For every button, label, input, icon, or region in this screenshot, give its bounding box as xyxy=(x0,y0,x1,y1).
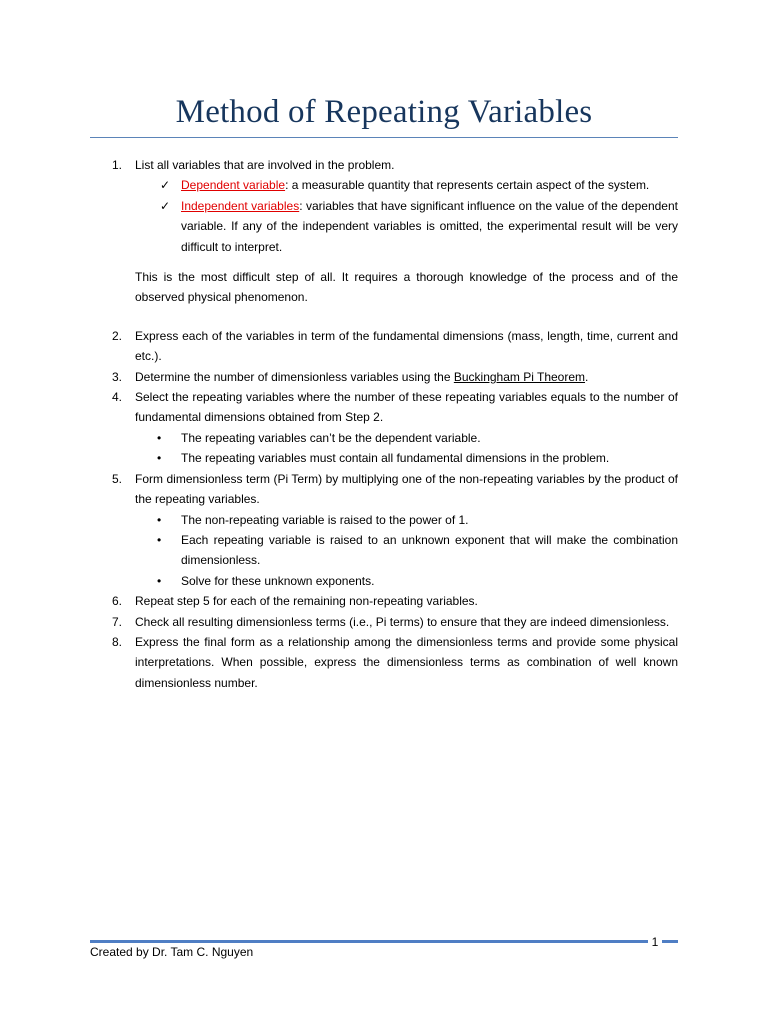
bullet-icon: • xyxy=(157,512,162,527)
step-6 xyxy=(90,591,678,611)
step-text: Express each of the variables in term of the fundamental dimensions (mass, length, time, current and etc.). xyxy=(135,328,678,364)
bullet-text: The repeating variables must contain all fundamental dimensions in the problem. xyxy=(181,451,610,466)
term-dependent-variable: Dependent variable xyxy=(181,178,286,193)
bullet-icon: • xyxy=(157,430,162,445)
step-text-before: Determine the number of dimensionless variables using the xyxy=(135,369,454,384)
steps-list xyxy=(90,155,678,693)
step-7 xyxy=(90,612,678,632)
footer-credit: Created by Dr. Tam C. Nguyen xyxy=(90,945,254,959)
step-number: 1. xyxy=(112,158,123,172)
bullet-text: The non-repeating variable is raised to the power of 1. xyxy=(181,512,469,527)
step-number: 4. xyxy=(112,390,123,405)
step-text: Form dimensionless term (Pi Term) by multiplying one of the non-repeating variables by the product of the repeating variables. xyxy=(135,471,678,507)
step-text: Repeat step 5 for each of the remaining non-repeating variables. xyxy=(135,594,478,609)
step-4-bullets xyxy=(135,428,678,469)
bullet-icon: • xyxy=(157,532,162,547)
check-item-dependent-variable xyxy=(135,175,678,195)
checkmark-icon: ✓ xyxy=(160,178,171,193)
step-text: List all variables that are involved in the problem. xyxy=(135,158,395,172)
bullet-icon: • xyxy=(157,451,162,466)
bullet-item xyxy=(135,530,678,571)
check-item-text: : a measurable quantity that represents certain aspect of the system. xyxy=(285,178,650,193)
footer-divider xyxy=(90,940,678,943)
bullet-icon: • xyxy=(157,573,162,588)
page-number: 1 xyxy=(648,936,662,948)
document-body xyxy=(90,155,678,693)
bullet-item xyxy=(135,510,678,530)
step-1-checklist xyxy=(135,175,678,257)
bullet-text: Each repeating variable is raised to an unknown exponent that will make the combination dimensionless. xyxy=(181,532,678,568)
checkmark-icon: ✓ xyxy=(160,198,171,213)
step-4 xyxy=(90,387,678,469)
bullet-item xyxy=(135,448,678,468)
buckingham-pi-theorem-link[interactable]: Buckingham Pi Theorem xyxy=(453,369,586,384)
step-text: Check all resulting dimensionless terms (i.e., Pi terms) to ensure that they are indeed dimensionless. xyxy=(135,614,670,629)
page-title: Method of Repeating Variables xyxy=(175,94,593,130)
check-item-text: : variables that have significant influence on the value of the dependent variable. If any of the independent variables is omitted, the experimental result will be very difficult to interpret. xyxy=(181,198,678,254)
step-5 xyxy=(90,469,678,591)
bullet-text: The repeating variables can’t be the dependent variable. xyxy=(181,430,481,445)
step-number: 6. xyxy=(112,594,123,609)
step-5-bullets xyxy=(135,510,678,592)
step-1-note: This is the most difficult step of all. It requires a thorough knowledge of the process and of the observed physical phenomenon. xyxy=(135,270,678,305)
bullet-text: Solve for these unknown exponents. xyxy=(181,573,375,588)
step-number: 2. xyxy=(112,328,123,343)
step-number: 7. xyxy=(112,614,123,629)
step-text: Select the repeating variables where the number of these repeating variables equals to the number of fundamental dimensions obtained from Step 2. xyxy=(135,390,678,425)
bullet-item xyxy=(135,571,678,591)
bullet-item xyxy=(135,428,678,448)
step-2 xyxy=(90,326,678,367)
step-number: 8. xyxy=(112,634,123,649)
step-1 xyxy=(90,155,678,308)
check-item-independent-variables xyxy=(135,196,678,257)
step-number: 5. xyxy=(112,471,123,486)
term-independent-variables: Independent variables xyxy=(181,198,300,213)
step-number: 3. xyxy=(112,369,123,384)
step-3 xyxy=(90,367,678,387)
title-divider xyxy=(90,137,678,138)
step-text: Express the final form as a relationship among the dimensionless terms and provide some physical interpretations. When possible, express the dimensionless terms as combination of well known dimensionless number. xyxy=(135,634,678,690)
step-8 xyxy=(90,632,678,693)
step-text-after: . xyxy=(585,369,589,384)
